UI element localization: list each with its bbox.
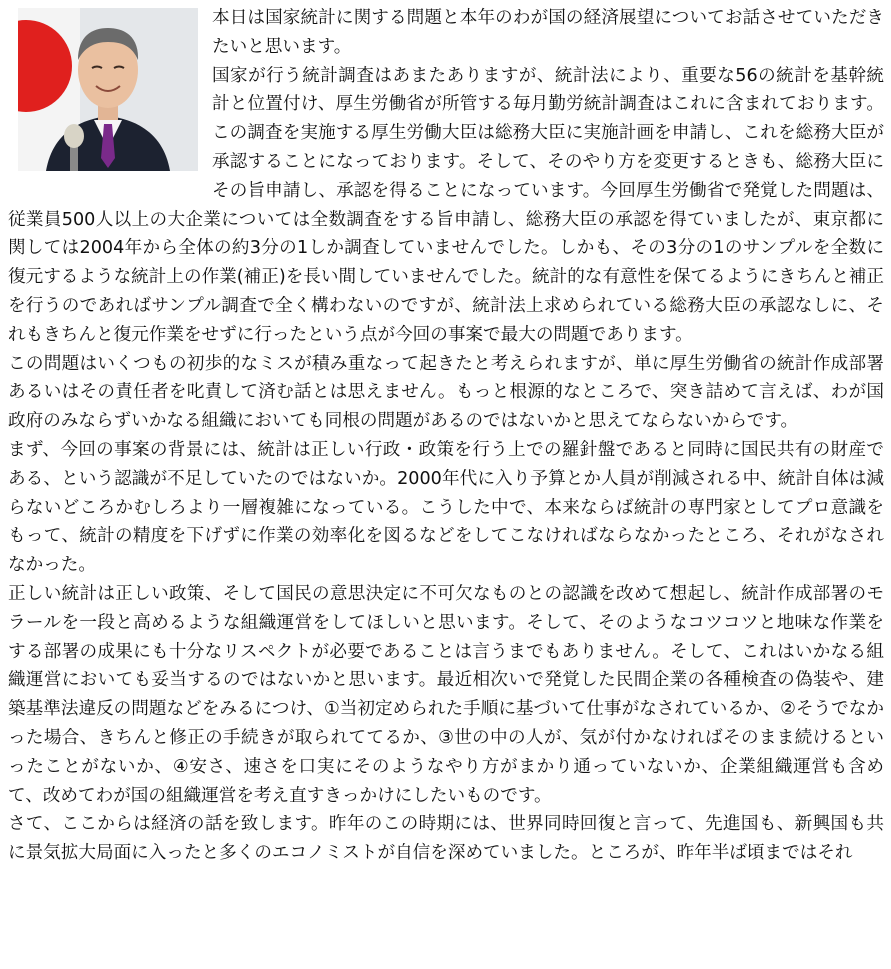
paragraph-root-cause: この問題はいくつもの初歩的なミスが積み重なって起きたと考えられますが、単に厚生労働省の統計作成部署あるいはその責任者を叱責して済む話とは思えません。もっと根源的なところで、突き詰めて言えば、わが国政府のみならずいかなる組織においても同根の問題があるのではないかと思えてならないからです。 (8, 353, 884, 432)
speaker-portrait-icon (18, 8, 198, 171)
paragraph-background: まず、今回の事案の背景には、統計は正しい行政・政策を行う上での羅針盤であると同時に国民共有の財産である、という認識が不足していたのではないか。2000年代に入り予算とか人員が削減される中、統計自体は減らないどころかむしろより一層複雑になっている。こうした中で、本来ならば統計の専門家としてプロ意識をもって、統計の精度を下げずに作業の効率化を図るなどをしてこなければならなかったところ、それがなされなかった。 (8, 439, 884, 576)
paragraph-economy: さて、ここからは経済の話を致します。昨年のこの時期には、世界同時回復と言って、先進国も、新興国も共に景気拡大局面に入ったと多くのエコノミストが自信を深めていました。ところが、昨年半ば頃まではそれ (8, 814, 884, 864)
paragraph-organization: 正しい統計は正しい政策、そして国民の意思決定に不可欠なものとの認識を改めて想起し、統計作成部署のモラールを一段と高めるような組織運営をしてほしいと思います。そして、そのようなコツコツと地味な作業をする部署の成果にも十分なリスペクトが必要であることは言うまでもありません。そして、これはいかなる組織運営においても妥当するのではないかと思います。最近相次いで発覚した民間企業の各種検査の偽装や、建築基準法違反の問題などをみるにつけ、①当初定められた手順に基づいて仕事がなされているか、②そうでなかった場合、きちんと修正の手続きが取られててるか、③世の中の人が、気が付かなければそのまま続けるといったことがないか、④安さ、速さを口実にそのようなやり方がまかり通っていないか、企業組織運営も含めて、改めてわが国の組織運営を考え直すきっかけにしたいものです。 (8, 583, 884, 806)
article (8, 4, 884, 868)
paragraph-statistics-law: 国家が行う統計調査はあまたありますが、統計法により、重要な56の統計を基幹統計と位置付け、厚生労働省が所管する毎月勤労統計調査はこれに含まれております。この調査を実施する厚生労働大臣は総務大臣に実施計画を申請し、これを総務大臣が承認することになっております。そして、そのやり方を変更するときも、総務大臣にその旨申請し、承認を得ることになっています。今回厚生労働省で発覚した問題は、従業員500人以上の大企業については全数調査をする旨申請し、総務大臣の承認を得ていましたが、東京都に関しては2004年から全体の約3分の1しか調査していませんでした。しかも、その3分の1のサンプルを全数に復元するような統計上の作業(補正)を長い間していませんでした。統計的な有意性を保てるようにきちんと補正を行うのであればサンプル調査で全く構わないのですが、統計法上求められている総務大臣の承認なしに、それもきちんと復元作業をせずに行ったという点が今回の事案で最大の問題であります。 (8, 65, 884, 345)
paragraph-intro: 本日は国家統計に関する問題と本年のわが国の経済展望についてお話させていただきたいと思います。 (212, 8, 884, 57)
